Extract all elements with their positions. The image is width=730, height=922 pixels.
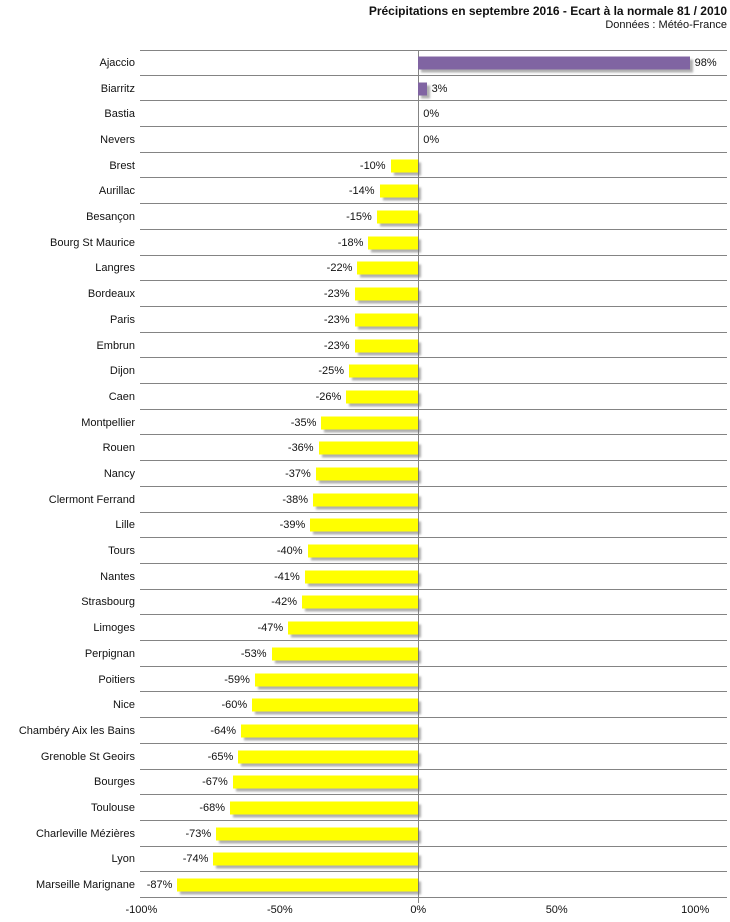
category-label: Nevers [100,133,135,146]
bar [238,750,418,763]
category-label: Lille [115,519,135,532]
value-label: 3% [431,82,448,95]
x-axis-tick-label: 50% [545,904,568,916]
category-label: Biarritz [100,82,135,95]
bar [391,159,419,172]
chart-row [0,513,730,539]
category-label: Langres [95,262,135,275]
chart-row [0,307,730,333]
value-label: -68% [199,802,225,815]
value-label: -64% [210,724,237,737]
bar [233,776,419,789]
bar [308,545,419,558]
chart-row [0,256,730,282]
category-label: Poitiers [98,673,135,686]
value-label: -25% [318,365,345,378]
value-label: -87% [146,879,173,892]
chart-row [0,204,730,230]
bar [230,802,418,815]
chart-row [0,50,730,76]
chart-row [0,667,730,693]
value-label: -36% [287,442,314,455]
value-label: -39% [279,519,306,532]
chart-row [0,847,730,873]
value-label: 0% [423,108,440,121]
bar [357,262,418,275]
chart-row [0,744,730,770]
category-label: Chambéry Aix les Bains [18,724,135,737]
value-label: -65% [207,750,234,763]
value-label: -59% [224,673,250,686]
chart-row [0,590,730,616]
bar [380,185,419,198]
chart-row [0,178,730,204]
value-label: -23% [323,339,350,352]
category-label: Lyon [111,853,135,866]
category-label: Toulouse [90,802,135,815]
value-label: -60% [221,699,248,712]
chart-row [0,333,730,359]
category-label: Nice [112,699,135,712]
category-label: Montpellier [81,416,135,429]
value-label: -41% [274,570,300,583]
value-label: -42% [271,596,297,609]
bar [355,313,419,326]
x-axis-tick-label: -100% [125,904,158,916]
chart-row [0,358,730,384]
category-label: Bourges [94,776,135,789]
chart-row [0,615,730,641]
chart-row [0,770,730,796]
value-label: -23% [323,313,350,326]
x-axis-tick-label: 0% [410,904,427,916]
chart-row [0,538,730,564]
bar [302,596,418,609]
value-label: -35% [290,416,317,429]
bar [272,647,419,660]
value-label: -10% [359,159,386,172]
bar [255,673,418,686]
category-label: Perpignan [84,647,135,660]
bar [288,622,418,635]
bar [377,211,419,224]
category-label: Marseille Marignane [35,879,135,892]
bar [305,570,419,583]
category-label: Bordeaux [87,288,135,301]
category-label: Aurillac [98,185,135,198]
value-label: -14% [348,185,375,198]
x-axis-tick-label: -50% [266,904,293,916]
category-label: Besançon [86,211,135,224]
chart-row [0,487,730,513]
bar [349,365,418,378]
category-label: Bastia [104,108,135,121]
bar [313,493,418,506]
value-label: -73% [185,827,212,840]
category-label: Caen [108,390,135,403]
bar [418,82,426,95]
chart-title: Précipitations en septembre 2016 - Ecart à la normale 81 / 2010 [368,4,727,18]
chart-row [0,410,730,436]
category-label: Embrun [96,339,135,352]
bar [321,416,418,429]
value-label: 0% [423,133,440,146]
category-label: Bourg St Maurice [50,236,135,249]
chart-row [0,127,730,153]
bar [346,390,418,403]
category-label: Rouen [102,442,135,455]
category-label: Charleville Mézières [35,827,135,840]
category-label: Strasbourg [81,596,135,609]
category-label: Limoges [93,622,135,635]
bar [241,724,418,737]
bar [368,236,418,249]
chart-row [0,153,730,179]
bar [177,879,418,892]
chart-row [0,384,730,410]
value-label: -53% [240,647,267,660]
bar [316,467,418,480]
bar [310,519,418,532]
x-axis-tick-label: 100% [681,904,710,916]
chart-row [0,641,730,667]
bar [213,853,418,866]
bar [355,339,419,352]
bar [216,827,418,840]
value-label: -74% [182,853,209,866]
category-label: Dijon [109,365,135,378]
bar [355,288,419,301]
bar [319,442,419,455]
category-label: Ajaccio [99,56,135,69]
value-label: -22% [326,262,353,275]
title-block [369,4,727,33]
value-label: -26% [315,390,342,403]
value-label: -40% [276,545,303,558]
value-label: -15% [346,211,372,224]
chart-row [0,101,730,127]
category-label: Nancy [103,467,135,480]
chart-row [0,564,730,590]
value-label: 98% [694,56,717,69]
category-label: Brest [109,159,135,172]
chart-row [0,821,730,847]
row-gridline [140,897,727,898]
chart-row [0,461,730,487]
chart-row [0,230,730,256]
bar [252,699,418,712]
category-label: Tours [108,545,135,558]
chart-subtitle: Données : Météo-France [605,19,727,31]
value-label: -67% [202,776,228,789]
chart-row [0,795,730,821]
chart-row [0,718,730,744]
bar [418,56,689,69]
category-label: Grenoble St Geoirs [40,750,135,763]
category-label: Nantes [100,570,135,583]
value-label: -18% [337,236,364,249]
value-label: -23% [323,288,350,301]
chart-row [0,76,730,102]
value-label: -37% [285,467,311,480]
category-label: Paris [109,313,135,326]
value-label: -38% [282,493,309,506]
chart-row [0,872,730,898]
value-label: -47% [257,622,284,635]
chart-row [0,435,730,461]
category-label: Clermont Ferrand [48,493,135,506]
chart-row [0,281,730,307]
chart-row [0,692,730,718]
